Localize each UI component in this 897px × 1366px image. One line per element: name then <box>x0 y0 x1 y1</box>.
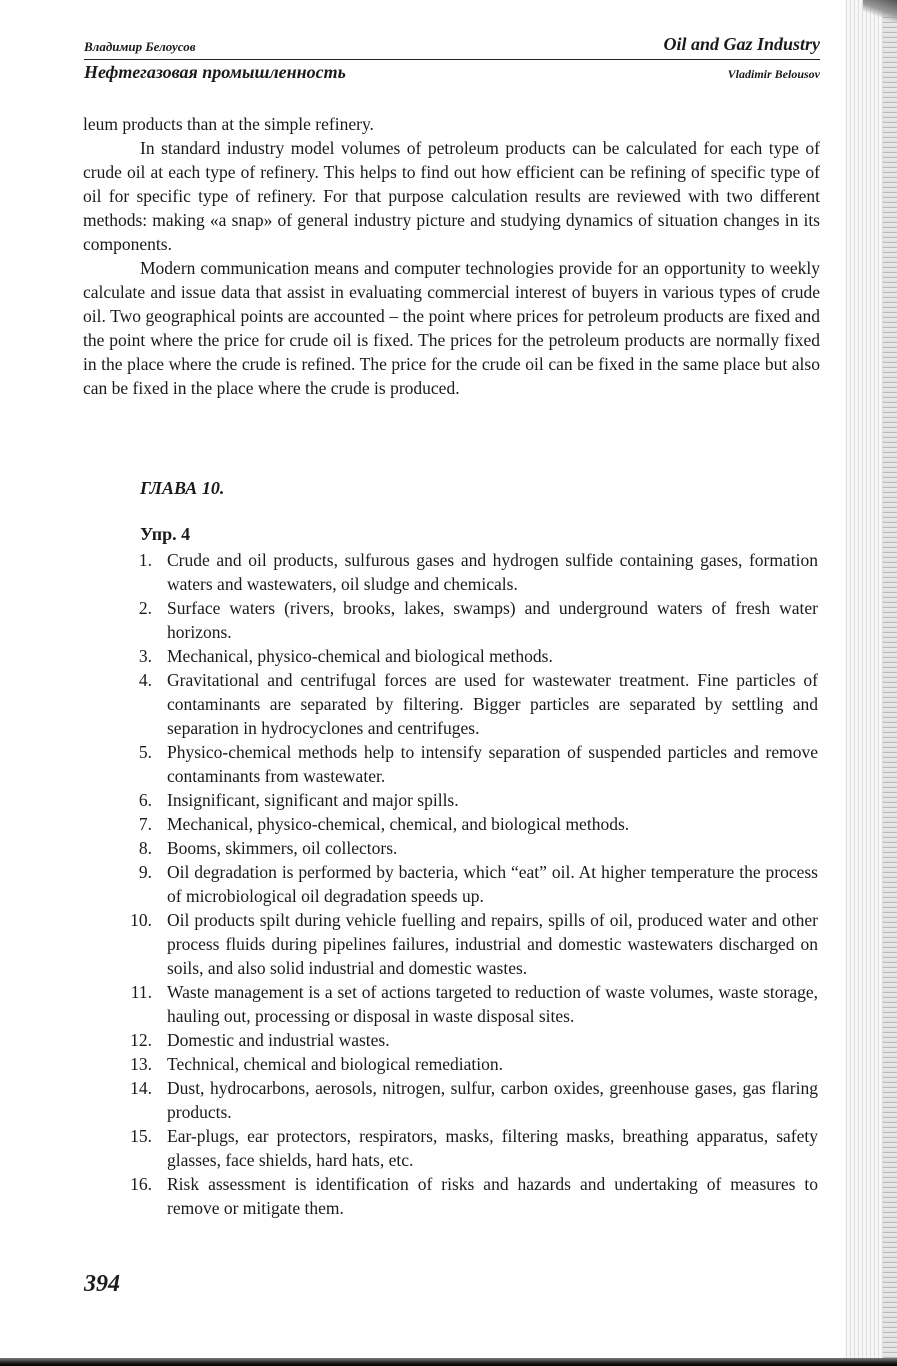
list-item-text: Mechanical, physico-chemical and biological methods. <box>167 646 553 666</box>
list-item <box>124 644 818 668</box>
list-item <box>124 548 818 596</box>
list-item <box>124 980 818 1028</box>
list-item-number: 9. <box>138 862 152 882</box>
paragraph: leum products than at the simple refinery. <box>83 114 374 134</box>
list-item-text: Risk assessment is identification of risks and hazards and undertaking of measures to remove or mitigate them. <box>167 1174 818 1218</box>
list-item-number: 13. <box>130 1054 152 1074</box>
list-item-number: 6. <box>138 790 152 810</box>
list-item-number: 3. <box>138 646 152 666</box>
exercise-heading: Упр. 4 <box>140 524 191 544</box>
list-item-text: Physico-chemical methods help to intensify separation of suspended particles and remove contaminants from wastewater. <box>167 742 818 786</box>
list-item-text: Oil products spilt during vehicle fuelling and repairs, spills of oil, produced water and other process fluids during pipelines failures, industrial and domestic wastewaters discharged on soils, and also solid industrial and domestic wastes. <box>167 910 818 978</box>
list-item-text: Ear-plugs, ear protectors, respirators, masks, filtering masks, breathing apparatus, safety glasses, face shields, hard hats, etc. <box>167 1126 818 1170</box>
list-item-number: 8. <box>138 838 152 858</box>
header-rule <box>84 59 820 60</box>
page-number: 394 <box>84 1271 120 1297</box>
header-author-ru: Владимир Белоусов <box>84 39 196 54</box>
list-item-text: Gravitational and centrifugal forces are used for wastewater treatment. Fine particles of contaminants are separated by filtering. Bigger particles are separated by settling and separation in hydrocyclones and centrifuges. <box>167 670 818 738</box>
list-item-number: 14. <box>130 1078 152 1098</box>
list-item <box>124 860 818 908</box>
list-item-number: 16. <box>130 1174 152 1194</box>
paragraph: Modern communication means and computer technologies provide for an opportunity to weekly calculate and issue data that assist in evaluating commercial interest of buyers in various types of crude oil. Two geographical points are accounted – the point where prices for petroleum products are fixed and the point where the price for crude oil is fixed. The prices for the petroleum products are normally fixed in the place where the crude is refined. The price for the crude oil can be fixed in the same place but also can be fixed in the place where the crude is produced. <box>83 258 820 398</box>
scan-bottom-edge <box>0 1358 897 1366</box>
list-item-number: 1. <box>138 550 152 570</box>
list-item-text: Crude and oil products, sulfurous gases and hydrogen sulfide containing gases, formation waters and wastewaters, oil sludge and chemicals. <box>167 550 818 594</box>
list-item-number: 4. <box>138 670 152 690</box>
header-title-ru: Нефтегазовая промышленность <box>84 62 346 82</box>
list-item <box>124 812 818 836</box>
list-item <box>124 1124 818 1172</box>
scan-edge-shadow <box>883 0 897 1366</box>
paragraph: In standard industry model volumes of petroleum products can be calculated for each type of crude oil at each type of refinery. This helps to find out how efficient can be refining of specific type of oil for specific type of refinery. For that purpose calculation results are reviewed with two different methods: making «a snap» of general industry picture and studying dynamics of situation changes in its components. <box>83 138 820 254</box>
list-item-number: 15. <box>130 1126 152 1146</box>
header-title-en: Oil and Gaz Industry <box>663 34 820 54</box>
list-item-text: Technical, chemical and biological remediation. <box>167 1054 503 1074</box>
list-item-text: Booms, skimmers, oil collectors. <box>167 838 398 858</box>
list-item <box>124 1172 818 1220</box>
list-item <box>124 1052 818 1076</box>
list-item <box>124 1028 818 1052</box>
list-item-text: Surface waters (rivers, brooks, lakes, swamps) and underground waters of fresh water horizons. <box>167 598 818 642</box>
answer-list <box>124 548 818 1220</box>
list-item-number: 12. <box>130 1030 152 1050</box>
list-item <box>124 1076 818 1124</box>
running-header <box>84 34 820 84</box>
list-item-text: Domestic and industrial wastes. <box>167 1030 390 1050</box>
list-item-text: Oil degradation is performed by bacteria, which “eat” oil. At higher temperature the process of microbiological oil degradation speeds up. <box>167 862 818 906</box>
body-text <box>83 112 820 400</box>
list-item <box>124 836 818 860</box>
list-item <box>124 596 818 644</box>
list-item <box>124 740 818 788</box>
list-item-text: Insignificant, significant and major spills. <box>167 790 459 810</box>
header-author-en: Vladimir Belousov <box>727 67 820 81</box>
chapter-heading: ГЛАВА 10. <box>140 478 225 498</box>
list-item-text: Waste management is a set of actions targeted to reduction of waste volumes, waste storage, hauling out, processing or disposal in waste disposal sites. <box>167 982 818 1026</box>
list-item-number: 2. <box>138 598 152 618</box>
list-item <box>124 788 818 812</box>
list-item-number: 5. <box>138 742 152 762</box>
scan-corner-shadow <box>863 0 897 22</box>
list-item-number: 11. <box>130 982 152 1002</box>
list-item-text: Mechanical, physico-chemical, chemical, and biological methods. <box>167 814 630 834</box>
list-item-text: Dust, hydrocarbons, aerosols, nitrogen, sulfur, carbon oxides, greenhouse gases, gas flaring products. <box>167 1078 818 1122</box>
list-item <box>124 908 818 980</box>
list-item <box>124 668 818 740</box>
list-item-number: 7. <box>138 814 152 834</box>
list-item-number: 10. <box>130 910 152 930</box>
